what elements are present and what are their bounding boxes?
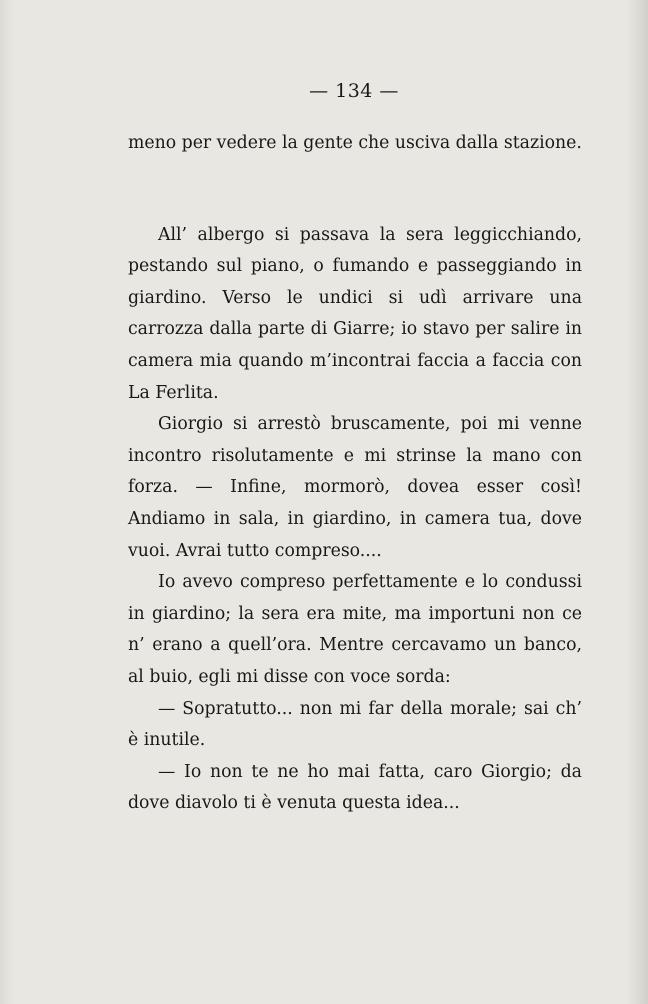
paragraph-gap	[128, 160, 582, 220]
paragraph: meno per vedere la gente che usciva dalla stazione.	[128, 133, 582, 153]
page-number: — 134 —	[309, 80, 399, 102]
paragraph: Giorgio si arrestò bruscamente, poi mi venne incontro risolutamente e mi strinse la mano con forza. — Infine, mormorò, dovea esser così! Andiamo in sala, in giardino, in camera tua, dove vuoi. Avrai tutto compreso....	[128, 414, 582, 561]
paragraph: Io avevo compreso perfettamente e lo condussi in giardino; la sera era mite, ma importuni non ce n’ erano a quell’ora. Mentre cercavamo un banco, al buio, egli mi disse con voce sorda:	[128, 572, 582, 687]
paragraph: All’ albergo si passava la sera leggicchiando, pestando sul piano, o fumando e passeggiando in giardino. Verso le undici si udì arrivare una carrozza dalla parte di Giarre; io stavo per salire in camera mia quando m’incontrai faccia a faccia con La Ferlita.	[128, 224, 582, 403]
paragraph: — Sopratutto... non mi far della morale; sai ch’ è inutile.	[128, 698, 582, 751]
paragraph: — Io non te ne ho mai fatta, caro Giorgio; da dove diavolo ti è venuta questa idea...	[128, 761, 582, 814]
page-edge-shadow	[626, 0, 648, 1004]
body-text	[128, 128, 582, 820]
page-gutter-shadow	[0, 0, 14, 1004]
